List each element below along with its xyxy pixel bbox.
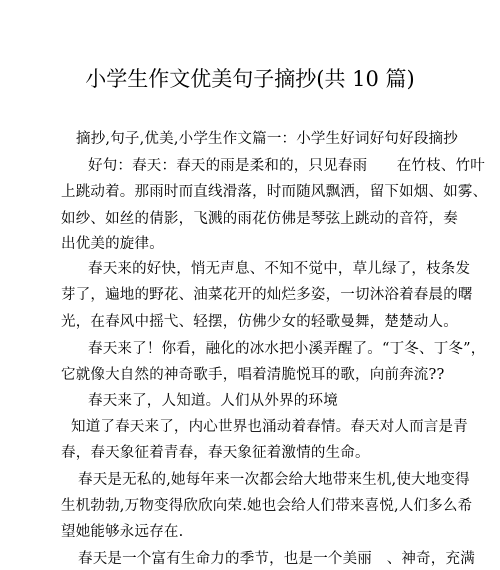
paragraph-line: 出优美的旋律。 xyxy=(61,236,164,252)
paragraph-line: 知道了春天来了，内心世界也涌动着春情。春天对人而言是青 xyxy=(71,419,468,435)
paragraph-line: 春天来了！你看，融化的冰水把小溪弄醒了。“丁冬、丁冬”， xyxy=(88,341,486,357)
paragraph-line: 生机勃勃,万物变得欣欣向荣.她也会给人们带来喜悦,人们多么希 xyxy=(61,498,473,514)
paragraph-line: 它就像大自然的神奇歌手，唱着清脆悦耳的歌，向前奔流?? xyxy=(61,367,445,383)
paragraph-line: 光，在春风中摇弋、轻摆，仿佛少女的轻歌曼舞，楚楚动人。 xyxy=(61,314,458,330)
paragraph-line: 春，春天象征着青春，春天象征着激情的生命。 xyxy=(61,445,370,461)
paragraph-line: 如纱、如丝的倩影，飞溅的雨花仿佛是琴弦上跳动的音符，奏 xyxy=(61,211,458,227)
document-title: 小学生作文优美句子摘抄(共 10 篇) xyxy=(85,67,415,91)
paragraph-line: 春天是无私的,她每年来一次都会给大地带来生机,使大地变得 xyxy=(78,472,470,488)
paragraph-line: 好句：春天：春天的雨是柔和的，只见春雨 在竹枝、竹叶 xyxy=(88,158,485,174)
paragraph-line: 上跳动着。那雨时而直线滑落，时而随风飘洒，留下如烟、如雾、 xyxy=(61,184,488,200)
paragraph-line: 春天来了，人知道。人们从外界的环境 xyxy=(88,393,338,409)
paragraph-line: 摘抄,句子,优美,小学生作文篇一：小学生好词好句好段摘抄 xyxy=(76,131,458,147)
paragraph-line: 春天来的好快，悄无声息、不知不觉中，草儿绿了，枝条发 xyxy=(88,261,471,277)
paragraph-line: 望她能够永远存在. xyxy=(61,524,184,540)
paragraph-line: 春天是一个富有生命力的季节，也是一个美丽 、神奇，充满 xyxy=(78,551,475,567)
paragraph-line: 芽了，遍地的野花、油菜花开的灿烂多姿，一切沐浴着春晨的曙 xyxy=(61,287,473,303)
